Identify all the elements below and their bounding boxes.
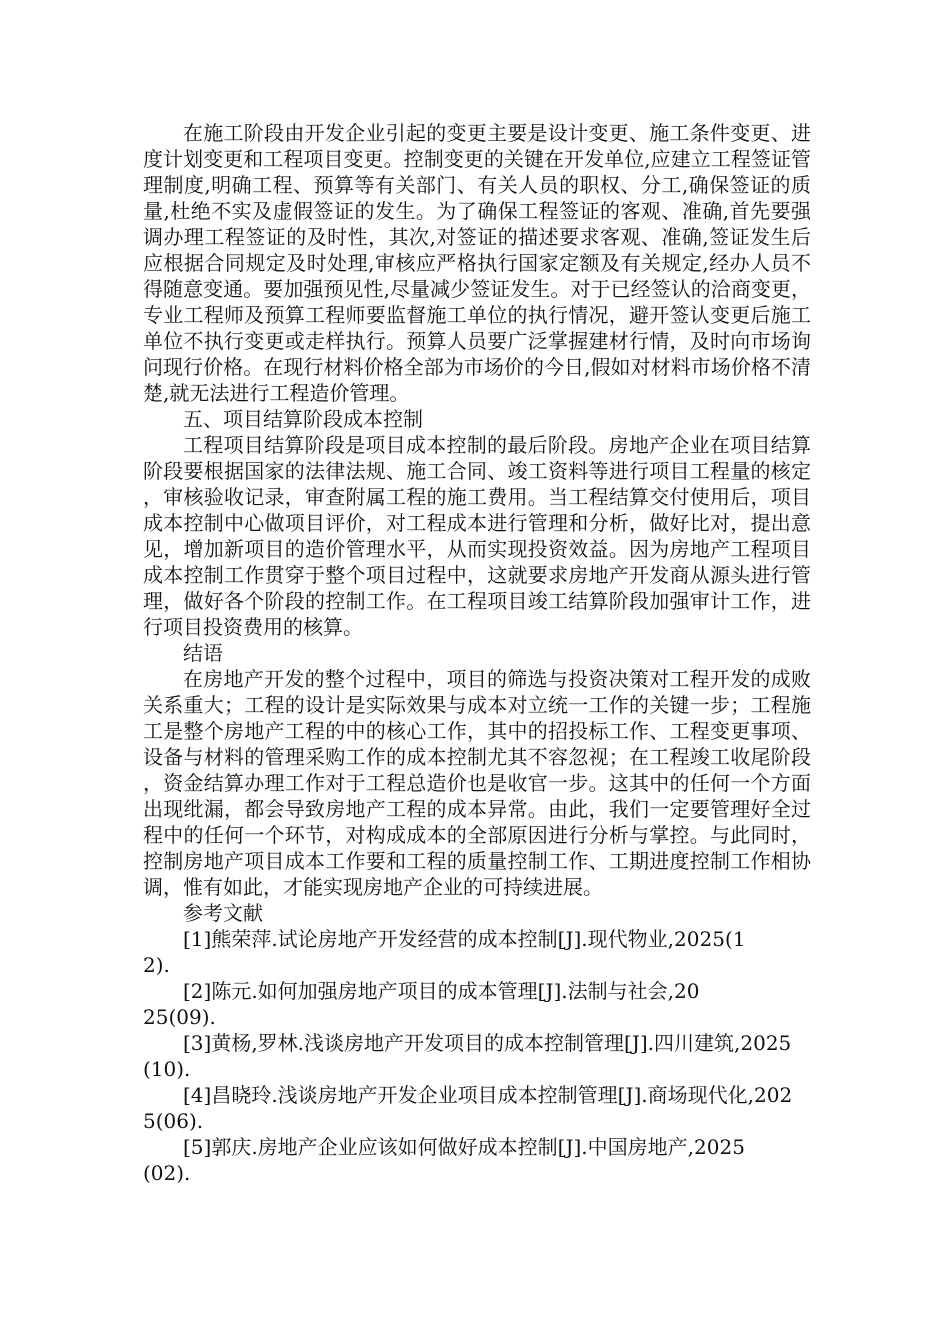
paragraph-conclusion: 在房地产开发的整个过程中，项目的筛选与投资决策对工程开发的成败关系重大；工程的设计是实际效果与成本对立统一工作的关键一步；工程施工是整个房地产工程的中的核心工作，其中的招投标工作、工程变更事项、设备与材料的管理采购工作的成本控制尤其不容忽视；在工程竣工收尾阶段，资金结算办理工作对于工程总造价也是收官一步。这其中的任何一个方面出现纰漏，都会导致房地产工程的成本异常。由此，我们一定要管理好全过程中的任何一个环节，对构成成本的全部原因进行分析与掌控。与此同时，控制房地产项目成本工作要和工程的质量控制工作、工期进度控制工作相协调，惟有如此，才能实现房地产企业的可持续进展。 [143,667,811,899]
paragraph-change-control: 在施工阶段由开发企业引起的变更主要是设计变更、施工条件变更、进度计划变更和工程项目变更。控制变更的关键在开发单位,应建立工程签证管理制度,明确工程、预算等有关部门、有关人员的职权、分工,确保签证的质量,杜绝不实及虚假签证的发生。为了确保工程签证的客观、准确,首先要强调办理工程签证的及时性，其次,对签证的描述要求客观、准确,签证发生后应根据合同规定及时处理,审核应严格执行国家定额及有关规定,经办人员不得随意变通。要加强预见性,尽量减少签证发生。对于已经签认的洽商变更，专业工程师及预算工程师要监督施工单位的执行情况，避开签认变更后施工单位不执行变更或走样执行。预算人员要广泛掌握建材行情，及时向市场询问现行价格。在现行材料价格全部为市场价的今日,假如对材料市场价格不清楚,就无法进行工程造价管理。 [143,121,811,405]
section-heading-conclusion: 结语 [183,641,223,665]
section-heading-settlement: 五、项目结算阶段成本控制 [183,407,423,431]
reference-list [143,926,811,1186]
reference-item: [5]郭庆.房地产企业应该如何做好成本控制[J].中国房地产,2025(02). [143,1135,745,1185]
document-page [143,120,811,1186]
reference-item: [1]熊荣萍.试论房地产开发经营的成本控制[J].现代物业,2025(12). [143,927,746,977]
section-heading-references: 参考文献 [183,901,263,925]
paragraph-settlement: 工程项目结算阶段是项目成本控制的最后阶段。房地产企业在项目结算阶段要根据国家的法律法规、施工合同、竣工资料等进行项目工程量的核定，审核验收记录，审查附属工程的施工费用。当工程结算交付使用后，项目成本控制中心做项目评价，对工程成本进行管理和分析，做好比对，提出意见，增加新项目的造价管理水平，从而实现投资效益。因为房地产工程项目成本控制工作贯穿于整个项目过程中，这就要求房地产开发商从源头进行管理，做好各个阶段的控制工作。在工程项目竣工结算阶段加强审计工作，进行项目投资费用的核算。 [143,433,811,639]
reference-item: [4]昌晓玲.浅谈房地产开发企业项目成本控制管理[J].商场现代化,2025(06). [143,1083,793,1133]
reference-item: [2]陈元.如何加强房地产项目的成本管理[J].法制与社会,2025(09). [143,979,700,1029]
reference-item: [3]黄杨,罗林.浅谈房地产开发项目的成本控制管理[J].四川建筑,2025(10). [143,1031,792,1081]
